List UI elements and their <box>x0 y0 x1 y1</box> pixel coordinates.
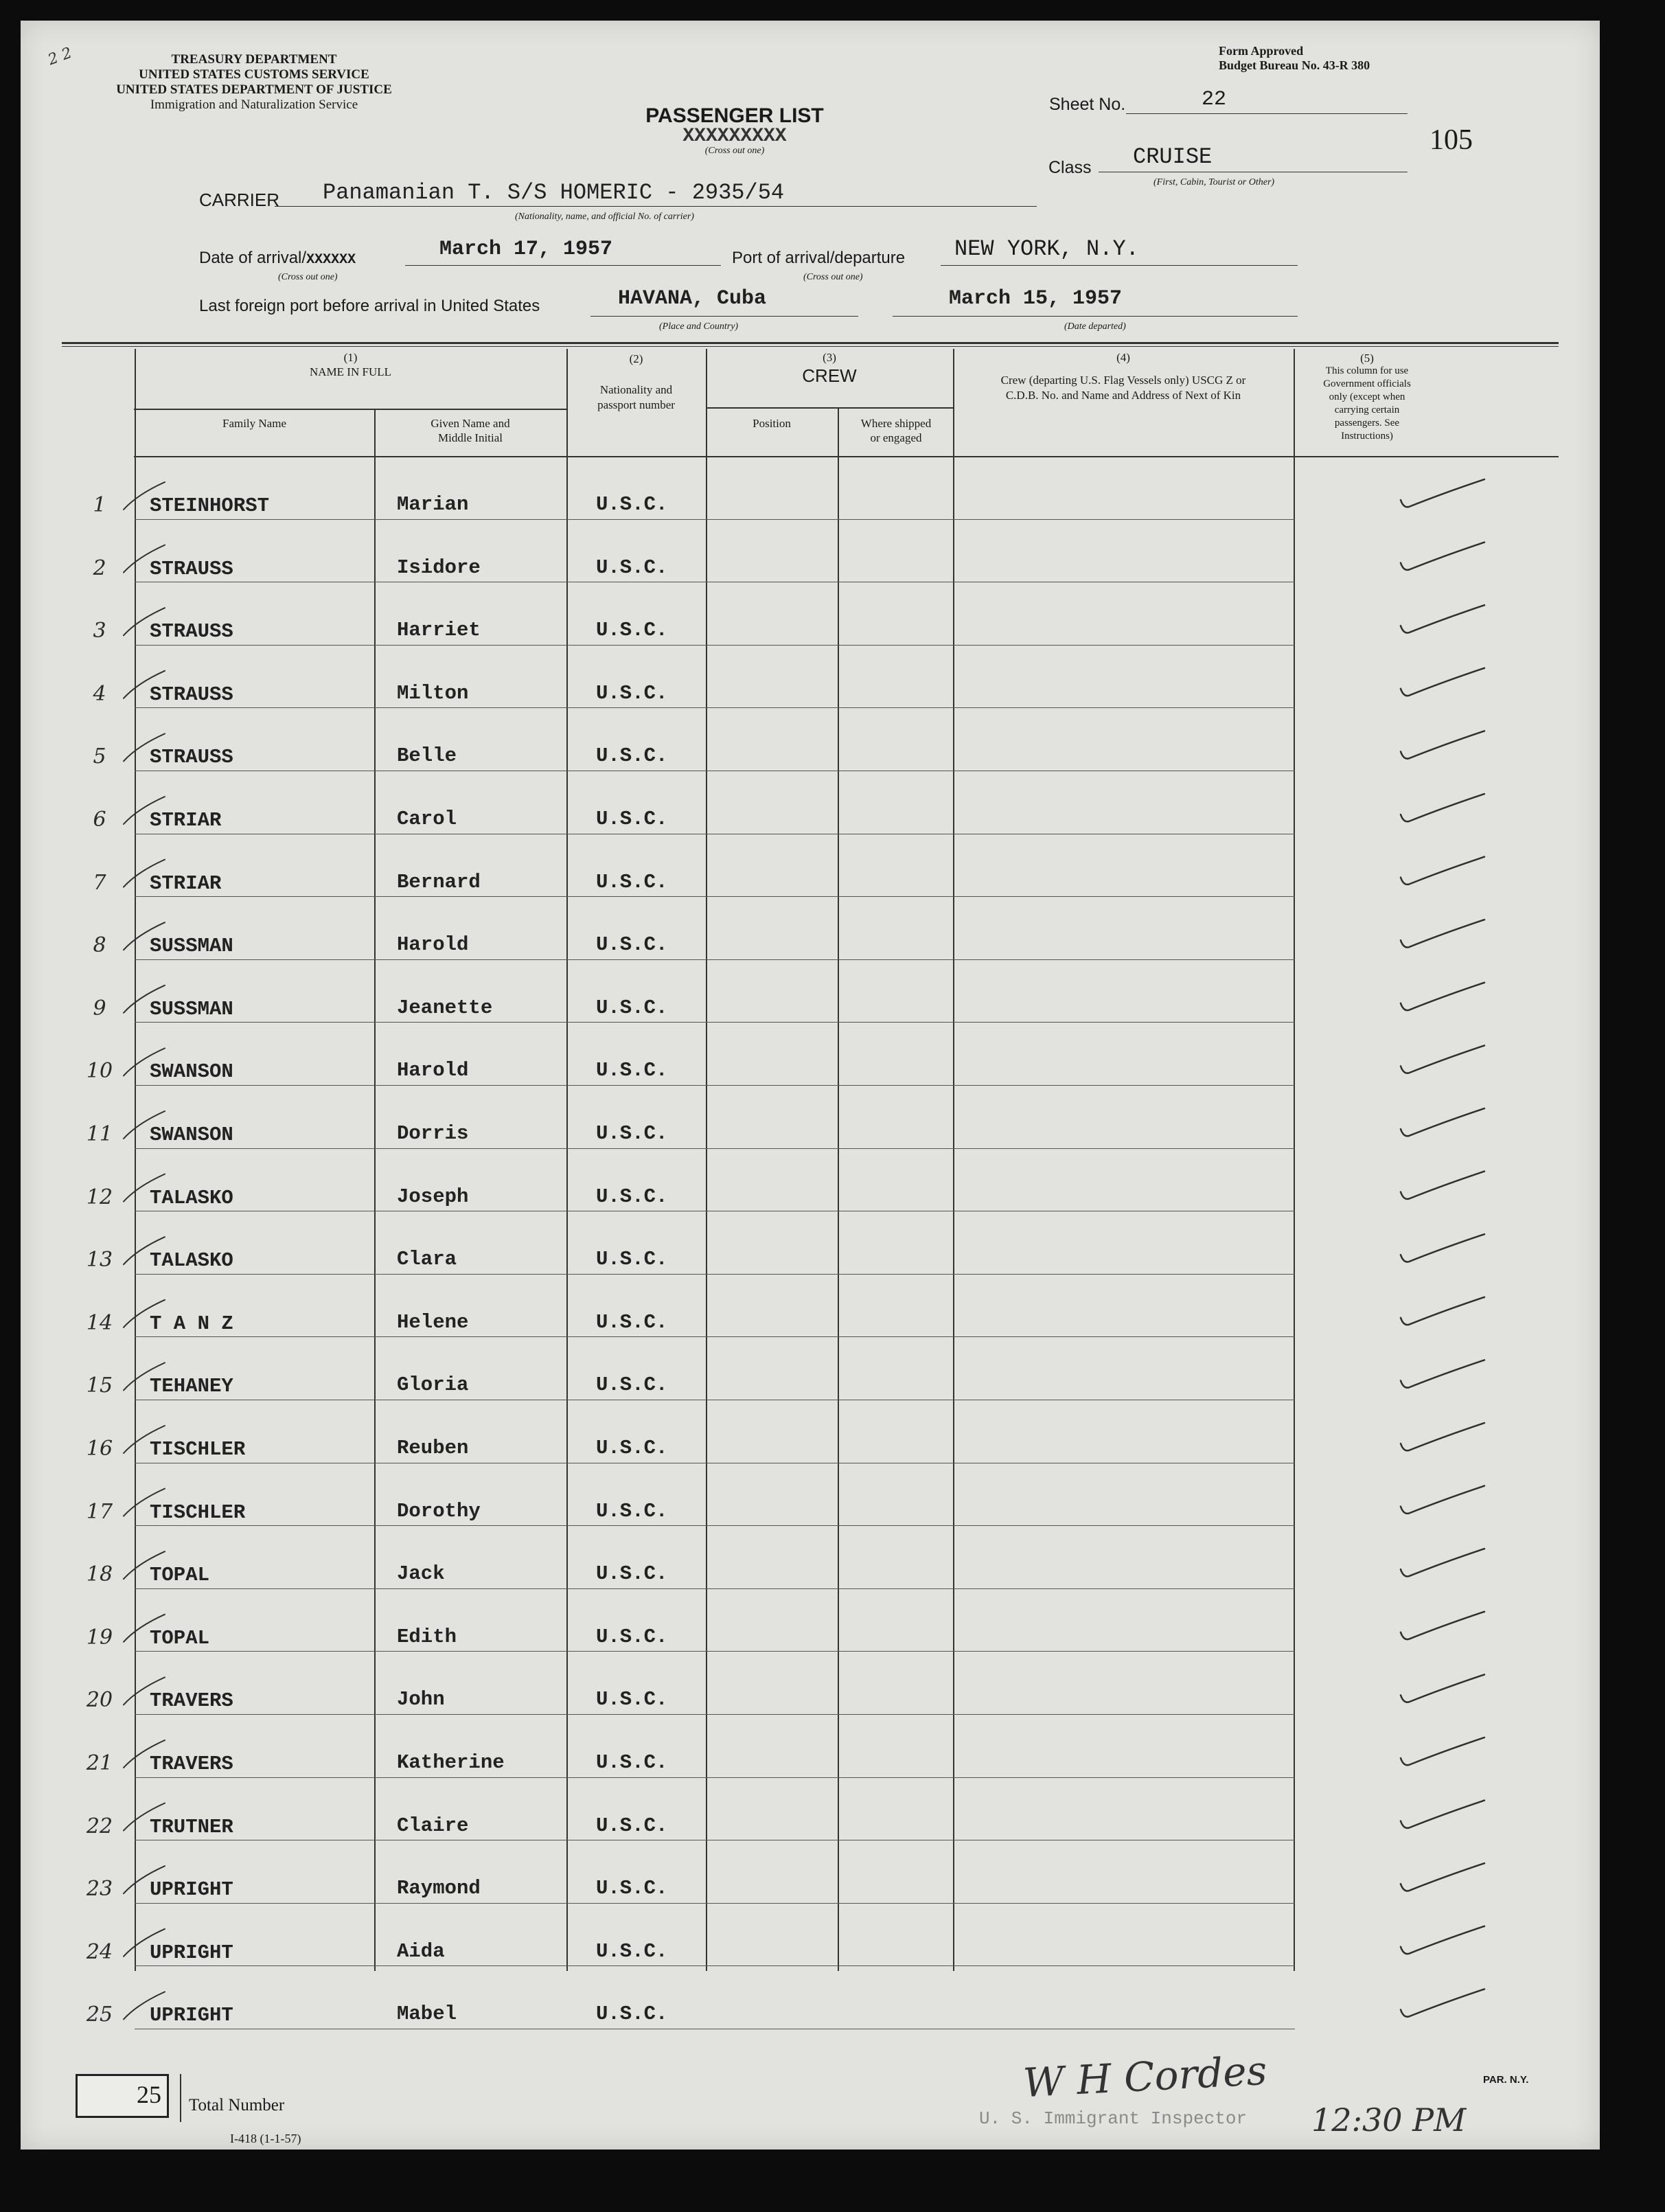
corner-note: 2 2 <box>45 44 75 69</box>
family-name-cell: T A N Z <box>150 1312 233 1335</box>
family-name-cell: TOPAL <box>150 1626 210 1650</box>
departed-line <box>893 316 1298 317</box>
table-row <box>21 838 1600 901</box>
header-bottom-line <box>134 456 1559 457</box>
crew-subline <box>706 407 953 409</box>
family-name-cell: TALASKO <box>150 1249 233 1273</box>
family-name-cell: TISCHLER <box>150 1501 246 1524</box>
row-number: 2 <box>93 556 106 580</box>
form-number: I-418 (1-1-57) <box>230 2132 301 2145</box>
total-label: Total Number <box>189 2096 285 2114</box>
family-name-cell: TRAVERS <box>150 1753 233 1775</box>
given-name-cell: Jeanette <box>397 996 493 1019</box>
port-line <box>941 265 1298 266</box>
family-name-cell: TRUTNER <box>150 1815 233 1838</box>
form-approved-block <box>1219 44 1370 73</box>
family-name-cell: STRAUSS <box>150 746 233 769</box>
family-name-cell: SUSSMAN <box>150 935 233 958</box>
table-row <box>21 1341 1600 1404</box>
table-row <box>21 1655 1600 1718</box>
carrier-note: (Nationality, name, and official No. of carrier) <box>515 212 694 222</box>
page-title: PASSENGER LIST <box>645 104 824 127</box>
table-row <box>21 1026 1600 1089</box>
col3-header <box>706 350 953 387</box>
row-number: 12 <box>86 1185 113 1209</box>
class-note: (First, Cabin, Tourist or Other) <box>1153 177 1275 187</box>
row-number: 23 <box>86 1877 113 1902</box>
table-row <box>21 1215 1600 1278</box>
nationality-cell: U.S.C. <box>596 1310 668 1334</box>
last-port-note: (Place and Country) <box>659 321 739 332</box>
row-number: 7 <box>93 870 106 895</box>
given-name-cell: Aida <box>397 1939 445 1963</box>
table-row <box>21 1907 1600 1970</box>
nationality-cell: U.S.C. <box>596 1562 668 1586</box>
table-row <box>21 523 1600 586</box>
family-header: Family Name <box>222 417 286 430</box>
given-name-cell: Carol <box>397 808 457 830</box>
date-line <box>405 265 721 266</box>
inspector-signature: W H Cordes <box>1022 2046 1268 2107</box>
row-number: 18 <box>86 1562 113 1587</box>
given-header: Given Name and Middle Initial <box>430 417 510 445</box>
row-underline <box>135 1651 1295 1652</box>
given-name-cell: Dorothy <box>397 1499 481 1523</box>
nationality-cell: U.S.C. <box>596 619 668 642</box>
nationality-cell: U.S.C. <box>596 1373 668 1397</box>
col5-header <box>1295 352 1439 443</box>
nationality-cell: U.S.C. <box>596 681 668 705</box>
given-name-cell: Milton <box>397 681 469 705</box>
row-underline <box>135 1903 1295 1904</box>
row-underline <box>135 1148 1295 1149</box>
family-name-cell: STRIAR <box>150 871 222 895</box>
table-row <box>21 649 1600 712</box>
header-subline <box>134 409 566 410</box>
given-name-cell: Harold <box>397 933 469 957</box>
table-row <box>21 964 1600 1027</box>
nationality-cell: U.S.C. <box>596 556 668 579</box>
sheet-number: 22 <box>1202 88 1227 111</box>
col2-title: Nationality and passport number <box>597 383 675 411</box>
given-name-cell: Joseph <box>397 1185 469 1208</box>
family-name-cell: SWANSON <box>150 1060 233 1084</box>
row-number: 19 <box>86 1625 113 1650</box>
table-row <box>21 1970 1600 2033</box>
given-name-cell: Isidore <box>397 556 481 579</box>
nationality-cell: U.S.C. <box>596 744 668 768</box>
table-row <box>21 1404 1600 1467</box>
departed-date-value: March 15, 1957 <box>949 287 1123 310</box>
budget-bureau-text: Budget Bureau No. 43-R 380 <box>1219 58 1370 72</box>
row-number: 1 <box>93 493 106 517</box>
family-name-cell: TOPAL <box>150 1564 210 1587</box>
given-name-cell: Claire <box>397 1814 469 1837</box>
row-number: 25 <box>86 2003 113 2027</box>
row-number: 13 <box>86 1248 113 1273</box>
row-number: 16 <box>86 1437 113 1461</box>
table-row <box>21 1593 1600 1656</box>
given-name-cell: Bernard <box>397 870 481 893</box>
nationality-cell: U.S.C. <box>596 808 668 830</box>
last-port-value: HAVANA, Cuba <box>618 287 767 310</box>
departed-note: (Date departed) <box>1064 321 1126 332</box>
agency-block <box>62 52 446 113</box>
family-name-cell: UPRIGHT <box>150 1941 233 1964</box>
nationality-cell: U.S.C. <box>596 1248 668 1271</box>
agency-line-4: Immigration and Naturalization Service <box>150 98 358 112</box>
given-name-cell: Dorris <box>397 1122 469 1145</box>
nationality-cell: U.S.C. <box>596 1939 668 1963</box>
col2-num: (2) <box>629 352 643 365</box>
table-row <box>21 775 1600 838</box>
row-number: 4 <box>93 681 106 706</box>
row-number: 3 <box>93 619 106 643</box>
page-stamp: 105 <box>1429 124 1473 156</box>
table-row <box>21 1278 1600 1341</box>
given-name-cell: Mabel <box>397 2003 457 2026</box>
col5-num: (5) <box>1360 352 1374 365</box>
passenger-list-sheet <box>21 21 1600 2150</box>
row-number: 8 <box>93 933 106 958</box>
table-row <box>21 1718 1600 1781</box>
date-label <box>199 249 356 268</box>
given-name-cell: John <box>397 1688 445 1711</box>
date-struck-word: XXXXXX <box>306 252 356 268</box>
row-number: 6 <box>93 808 106 832</box>
family-name-cell: STRAUSS <box>150 683 233 706</box>
row-underline <box>135 1588 1295 1589</box>
nationality-cell: U.S.C. <box>596 1625 668 1648</box>
row-underline <box>135 519 1295 520</box>
col3-num: (3) <box>823 351 836 364</box>
inspector-label: U. S. Immigrant Inspector <box>979 2108 1248 2129</box>
arrival-date-value: March 17, 1957 <box>439 238 613 261</box>
col4-num: (4) <box>1116 351 1130 364</box>
total-box-divider <box>180 2074 181 2122</box>
given-name-cell: Clara <box>397 1248 457 1271</box>
nationality-cell: U.S.C. <box>596 493 668 516</box>
family-name-cell: STRAUSS <box>150 620 233 643</box>
col1-title: NAME IN FULL <box>310 365 391 379</box>
agency-line-1: TREASURY DEPARTMENT <box>171 52 337 67</box>
row-underline <box>135 1022 1295 1023</box>
row-underline <box>135 1336 1295 1337</box>
nationality-cell: U.S.C. <box>596 870 668 893</box>
row-underline <box>135 959 1295 960</box>
port-value: NEW YORK, N.Y. <box>954 236 1139 262</box>
table-row <box>21 586 1600 649</box>
given-name-cell: Harold <box>397 1059 469 1082</box>
given-name-cell: Belle <box>397 744 457 768</box>
row-number: 9 <box>93 996 106 1021</box>
nationality-cell: U.S.C. <box>596 1814 668 1837</box>
given-name-cell: Marian <box>397 493 469 516</box>
given-name-cell: Edith <box>397 1625 457 1648</box>
col4-header <box>953 350 1294 402</box>
table-top-border-2 <box>62 346 1559 347</box>
nationality-cell: U.S.C. <box>596 1185 668 1208</box>
position-header: Position <box>753 417 791 430</box>
title-struck-word: XXXXXXXXX <box>682 126 787 147</box>
title-block <box>625 104 845 157</box>
printer-mark: PAR. N.Y. <box>1483 2074 1529 2086</box>
agency-line-2: UNITED STATES CUSTOMS SERVICE <box>139 67 369 82</box>
family-name-cell: SWANSON <box>150 1124 233 1146</box>
col1-header <box>135 350 566 380</box>
nationality-cell: U.S.C. <box>596 1059 668 1082</box>
row-number: 17 <box>86 1499 113 1524</box>
date-note: (Cross out one) <box>278 272 338 282</box>
nationality-cell: U.S.C. <box>596 1499 668 1523</box>
col3-title: CREW <box>802 365 857 387</box>
row-number: 15 <box>86 1373 113 1398</box>
row-underline <box>135 1274 1295 1275</box>
nationality-cell: U.S.C. <box>596 1877 668 1900</box>
shipped-header: Where shipped or engaged <box>860 417 932 445</box>
sheet-line <box>1126 113 1408 114</box>
nationality-cell: U.S.C. <box>596 1437 668 1459</box>
total-count-value: 25 <box>137 2081 161 2108</box>
row-underline <box>135 1965 1295 1966</box>
table-row <box>21 1781 1600 1845</box>
nationality-cell: U.S.C. <box>596 1751 668 1774</box>
family-name-cell: TISCHLER <box>150 1438 246 1461</box>
col2-header <box>566 352 706 412</box>
date-label-text: Date of arrival/ <box>199 249 307 267</box>
given-name-cell: Jack <box>397 1562 445 1586</box>
row-number: 11 <box>86 1122 113 1146</box>
row-underline <box>135 1085 1295 1086</box>
given-name-cell: Katherine <box>397 1751 505 1774</box>
total-count-box <box>76 2074 169 2118</box>
carrier-line <box>275 206 1037 207</box>
table-row <box>21 900 1600 964</box>
family-name-cell: TALASKO <box>150 1186 233 1209</box>
class-label: Class <box>1048 158 1092 177</box>
family-name-cell: UPRIGHT <box>150 2004 233 2027</box>
carrier-value: Panamanian T. S/S HOMERIC - 2935/54 <box>323 180 785 205</box>
nationality-cell: U.S.C. <box>596 1122 668 1145</box>
table-row <box>21 1529 1600 1593</box>
given-name-cell: Helene <box>397 1310 469 1334</box>
nationality-cell: U.S.C. <box>596 2003 668 2026</box>
row-underline <box>135 1525 1295 1526</box>
table-row <box>21 1089 1600 1152</box>
table-row <box>21 1152 1600 1216</box>
row-number: 5 <box>93 744 106 769</box>
row-number: 20 <box>86 1688 113 1713</box>
family-name-cell: STEINHORST <box>150 494 270 517</box>
row-number: 24 <box>86 1939 113 1964</box>
row-number: 21 <box>86 1751 113 1775</box>
form-approved-text: Form Approved <box>1219 44 1304 58</box>
row-number: 14 <box>86 1310 113 1335</box>
carrier-label: CARRIER <box>199 190 280 210</box>
nationality-cell: U.S.C. <box>596 1688 668 1711</box>
family-name-cell: TRAVERS <box>150 1689 233 1713</box>
nationality-cell: U.S.C. <box>596 933 668 957</box>
given-name-cell: Reuben <box>397 1437 469 1459</box>
last-port-label: Last foreign port before arrival in United States <box>199 297 540 315</box>
last-port-line <box>590 316 858 317</box>
agency-line-3: UNITED STATES DEPARTMENT OF JUSTICE <box>116 82 392 97</box>
given-name-cell: Harriet <box>397 619 481 642</box>
given-name-cell: Raymond <box>397 1877 481 1900</box>
col4-title: Crew (departing U.S. Flag Vessels only) USCG Z or C.D.B. No. and Name and Address of Next of Kin <box>1000 374 1246 402</box>
row-number: 22 <box>86 1814 113 1838</box>
table-row <box>21 1844 1600 1907</box>
table-row <box>21 460 1600 523</box>
row-underline <box>135 707 1295 708</box>
col1-num: (1) <box>343 351 358 364</box>
port-label: Port of arrival/departure <box>732 249 906 267</box>
row-underline <box>135 896 1295 897</box>
row-number: 10 <box>86 1059 113 1084</box>
family-name-cell: STRAUSS <box>150 557 233 580</box>
family-name-cell: SUSSMAN <box>150 997 233 1021</box>
inspection-time: 12:30 PM <box>1311 2101 1467 2139</box>
row-underline <box>135 1714 1295 1715</box>
port-note: (Cross out one) <box>803 272 863 282</box>
table-row <box>21 1467 1600 1530</box>
title-note: (Cross out one) <box>704 146 765 156</box>
class-value: CRUISE <box>1133 144 1213 170</box>
family-name-cell: TEHANEY <box>150 1375 233 1398</box>
sheet-label: Sheet No. <box>1049 95 1126 114</box>
nationality-cell: U.S.C. <box>596 996 668 1019</box>
table-top-border <box>62 342 1559 344</box>
row-underline <box>135 1777 1295 1778</box>
family-name-cell: UPRIGHT <box>150 1878 233 1902</box>
table-row <box>21 711 1600 775</box>
col5-title: This column for use Government officials only (except when carrying certain passengers. See Instructions) <box>1323 365 1411 442</box>
family-name-cell: STRIAR <box>150 809 222 832</box>
given-name-cell: Gloria <box>397 1373 469 1397</box>
row-underline <box>135 645 1295 646</box>
